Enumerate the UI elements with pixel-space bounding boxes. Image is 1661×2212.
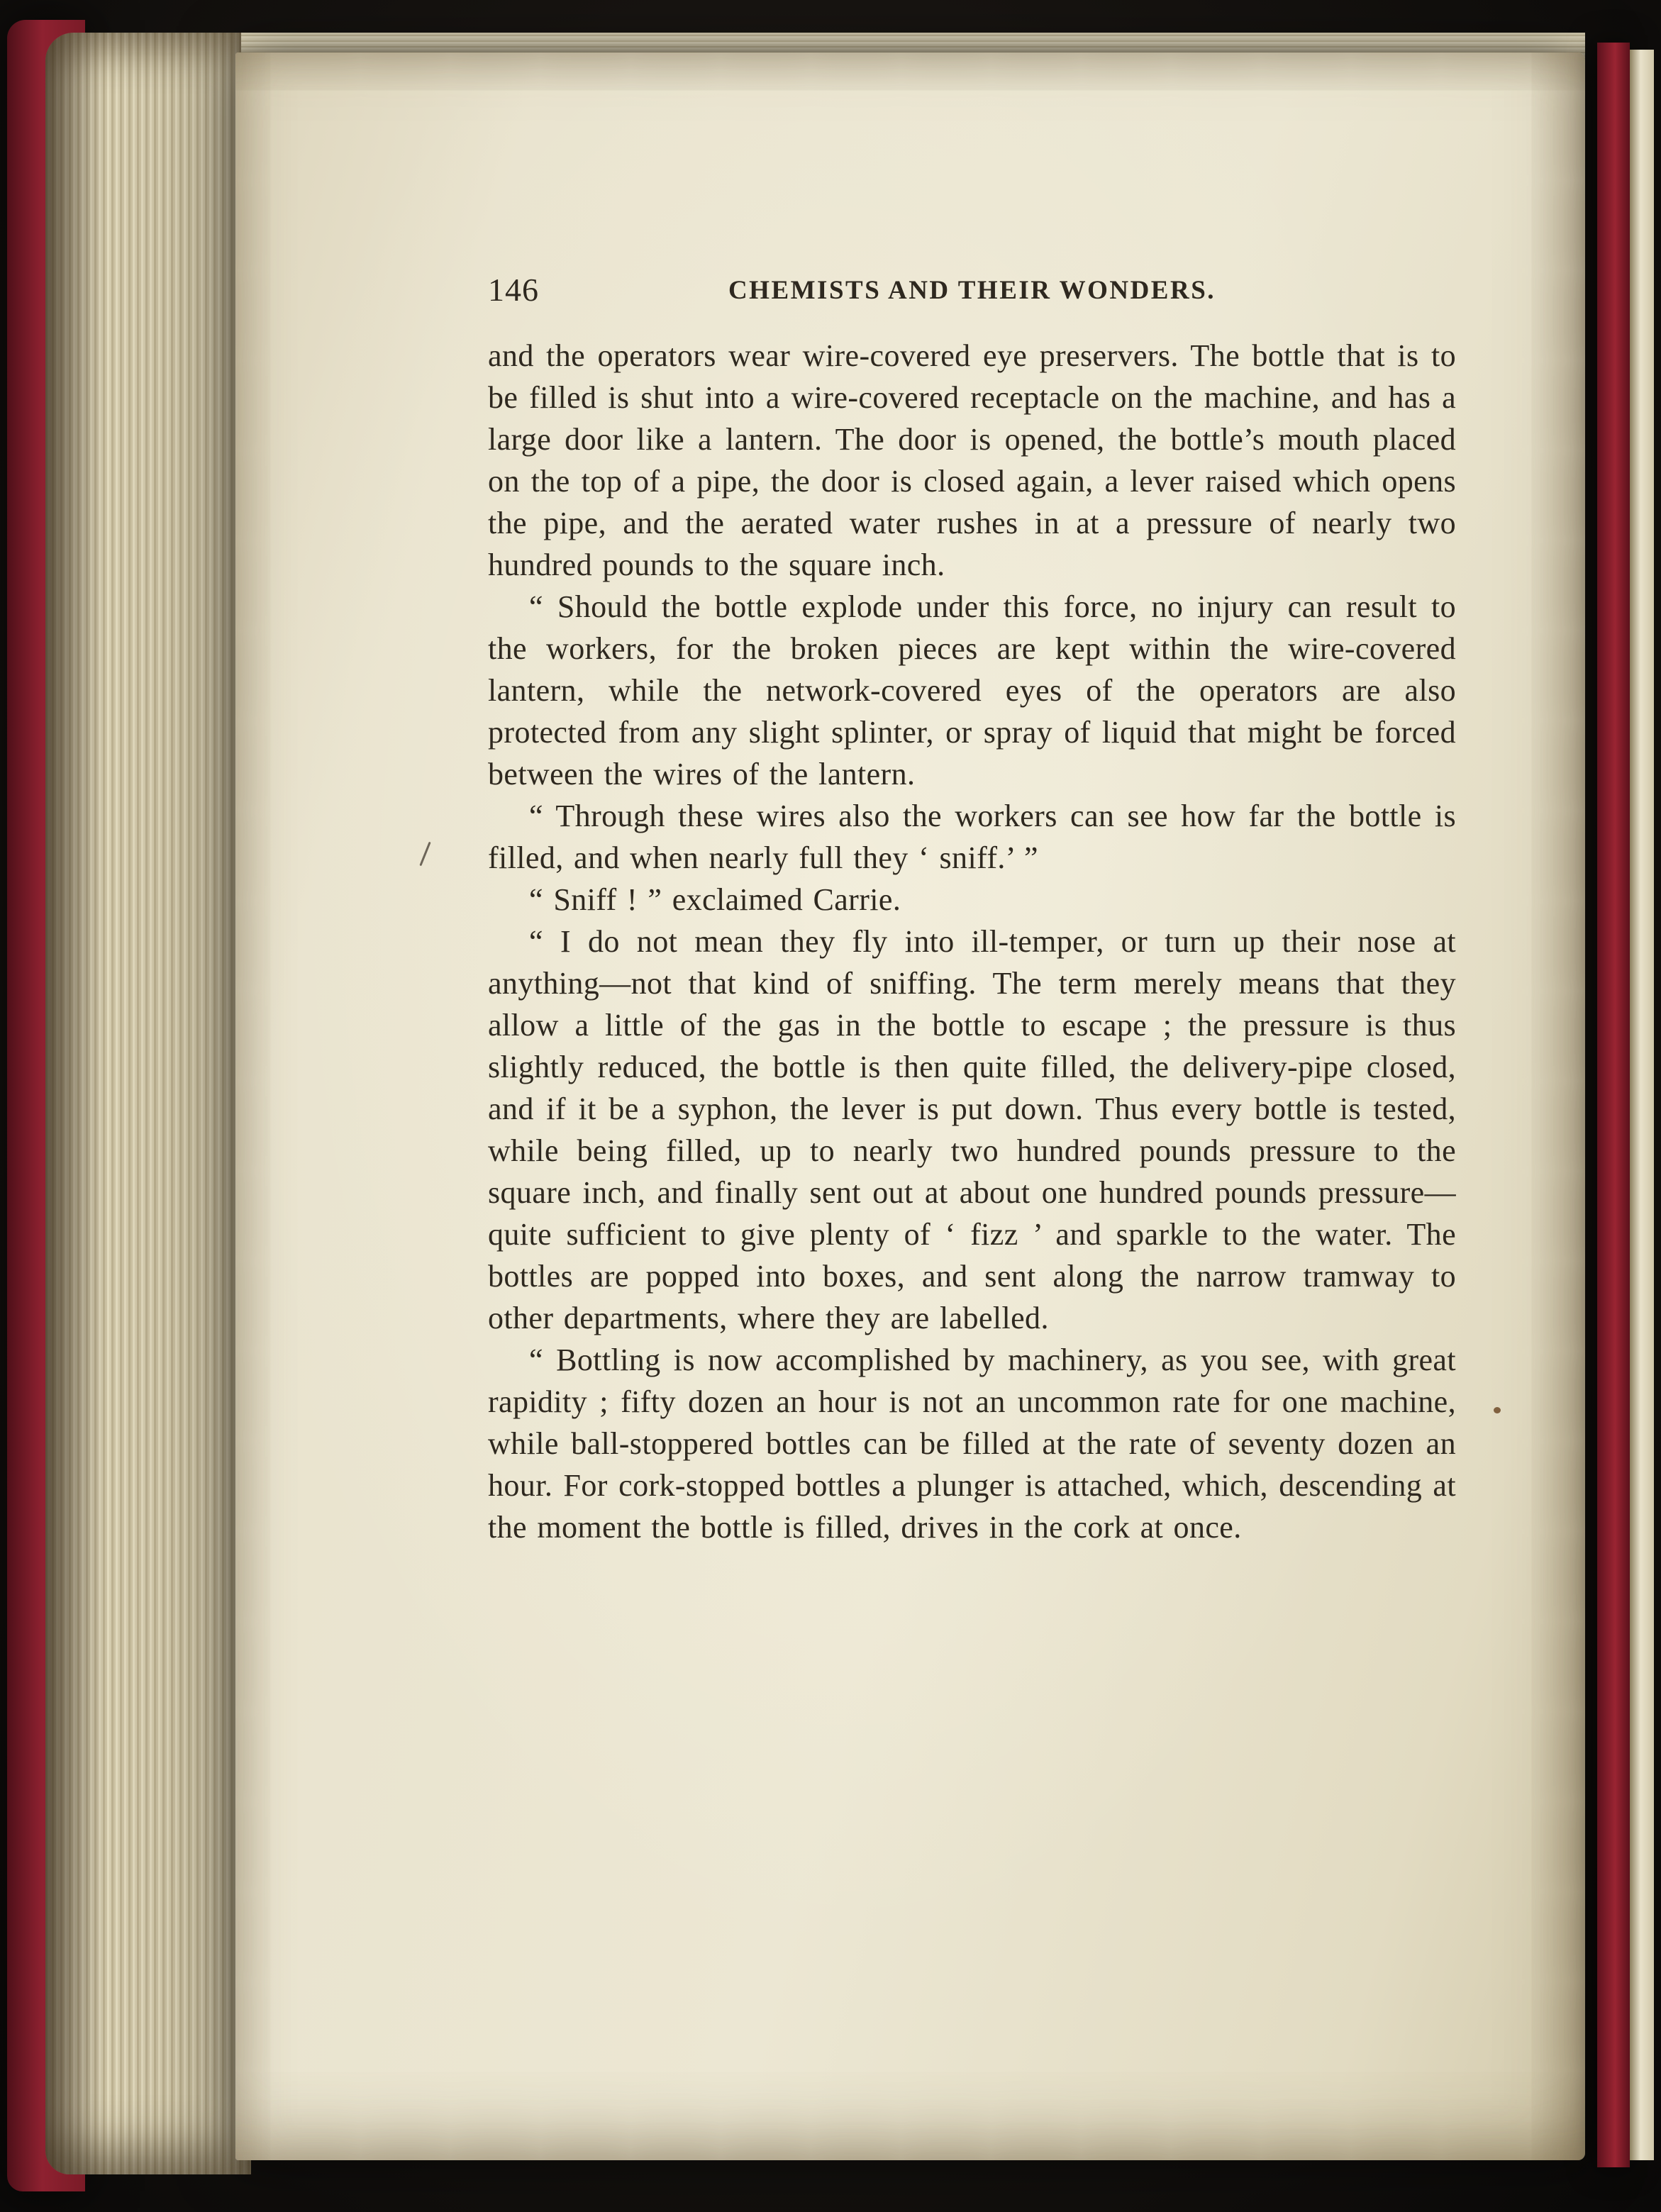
page-body-text [488, 335, 1456, 1548]
running-title: CHEMISTS AND THEIR WONDERS. [728, 276, 1216, 305]
paragraph: “ I do not mean they fly into ill-temper, or turn up their nose at anything—not that kind of sniffing. The term merely means that they allow a little of the gas in the bottle to escape ; the pressure is thus slightly reduced, the bottle is then quite filled, the delivery-pipe closed, and if it be a syphon, the lever is put down. Thus every bottle is tested, while being filled, up to nearly two hundred pounds pressure to the square inch, and finally sent out at about one hundred pounds pressure—quite sufficient to give plenty of ‘ fizz ’ and sparkle to the water. The bottles are popped into boxes, and sent along the narrow tramway to other departments, where they are labelled. [488, 924, 1456, 1335]
page-header [488, 269, 1456, 311]
paragraph: “ Sniff ! ” exclaimed Carrie. [529, 882, 901, 917]
page-stack-fore-edge [45, 33, 251, 2174]
book-spine-right [1597, 43, 1630, 2167]
paragraph: “ Bottling is now accomplished by machinery, as you see, with great rapidity ; fifty dozen an hour is not an uncommon rate for one machine, while ball-stoppered bottles can be filled at the rate of seventy dozen an hour. For cork-stopped bottles a plunger is attached, which, descending at the moment the bottle is filled, drives in the cork at once. [488, 1343, 1456, 1545]
book-page [235, 52, 1585, 2160]
page-number: 146 [488, 272, 539, 308]
opposite-page-edge [1630, 50, 1654, 2160]
paragraph: “ Should the bottle explode under this force, no injury can result to the workers, for the broken pieces are kept within the wire-covered lantern, while the network-covered eyes of the operators are also protected from any slight splinter, or spray of liquid that might be forced between the wires of the lantern. [488, 589, 1456, 791]
paragraph: “ Through these wires also the workers can see how far the bottle is filled, and when nearly full they ‘ sniff.’ ” [488, 799, 1456, 875]
paper-speck [1494, 1407, 1501, 1413]
paragraph: and the operators wear wire-covered eye preservers. The bottle that is to be filled is shut into a wire-covered receptacle on the machine, and has a large door like a lantern. The door is opened, the bottle’s mouth placed on the top of a pipe, the door is closed again, a lever raised which opens the pipe, and the aerated water rushes in at a pressure of nearly two hundred pounds to the square inch. [488, 338, 1456, 582]
page-content-area [235, 52, 1585, 2160]
